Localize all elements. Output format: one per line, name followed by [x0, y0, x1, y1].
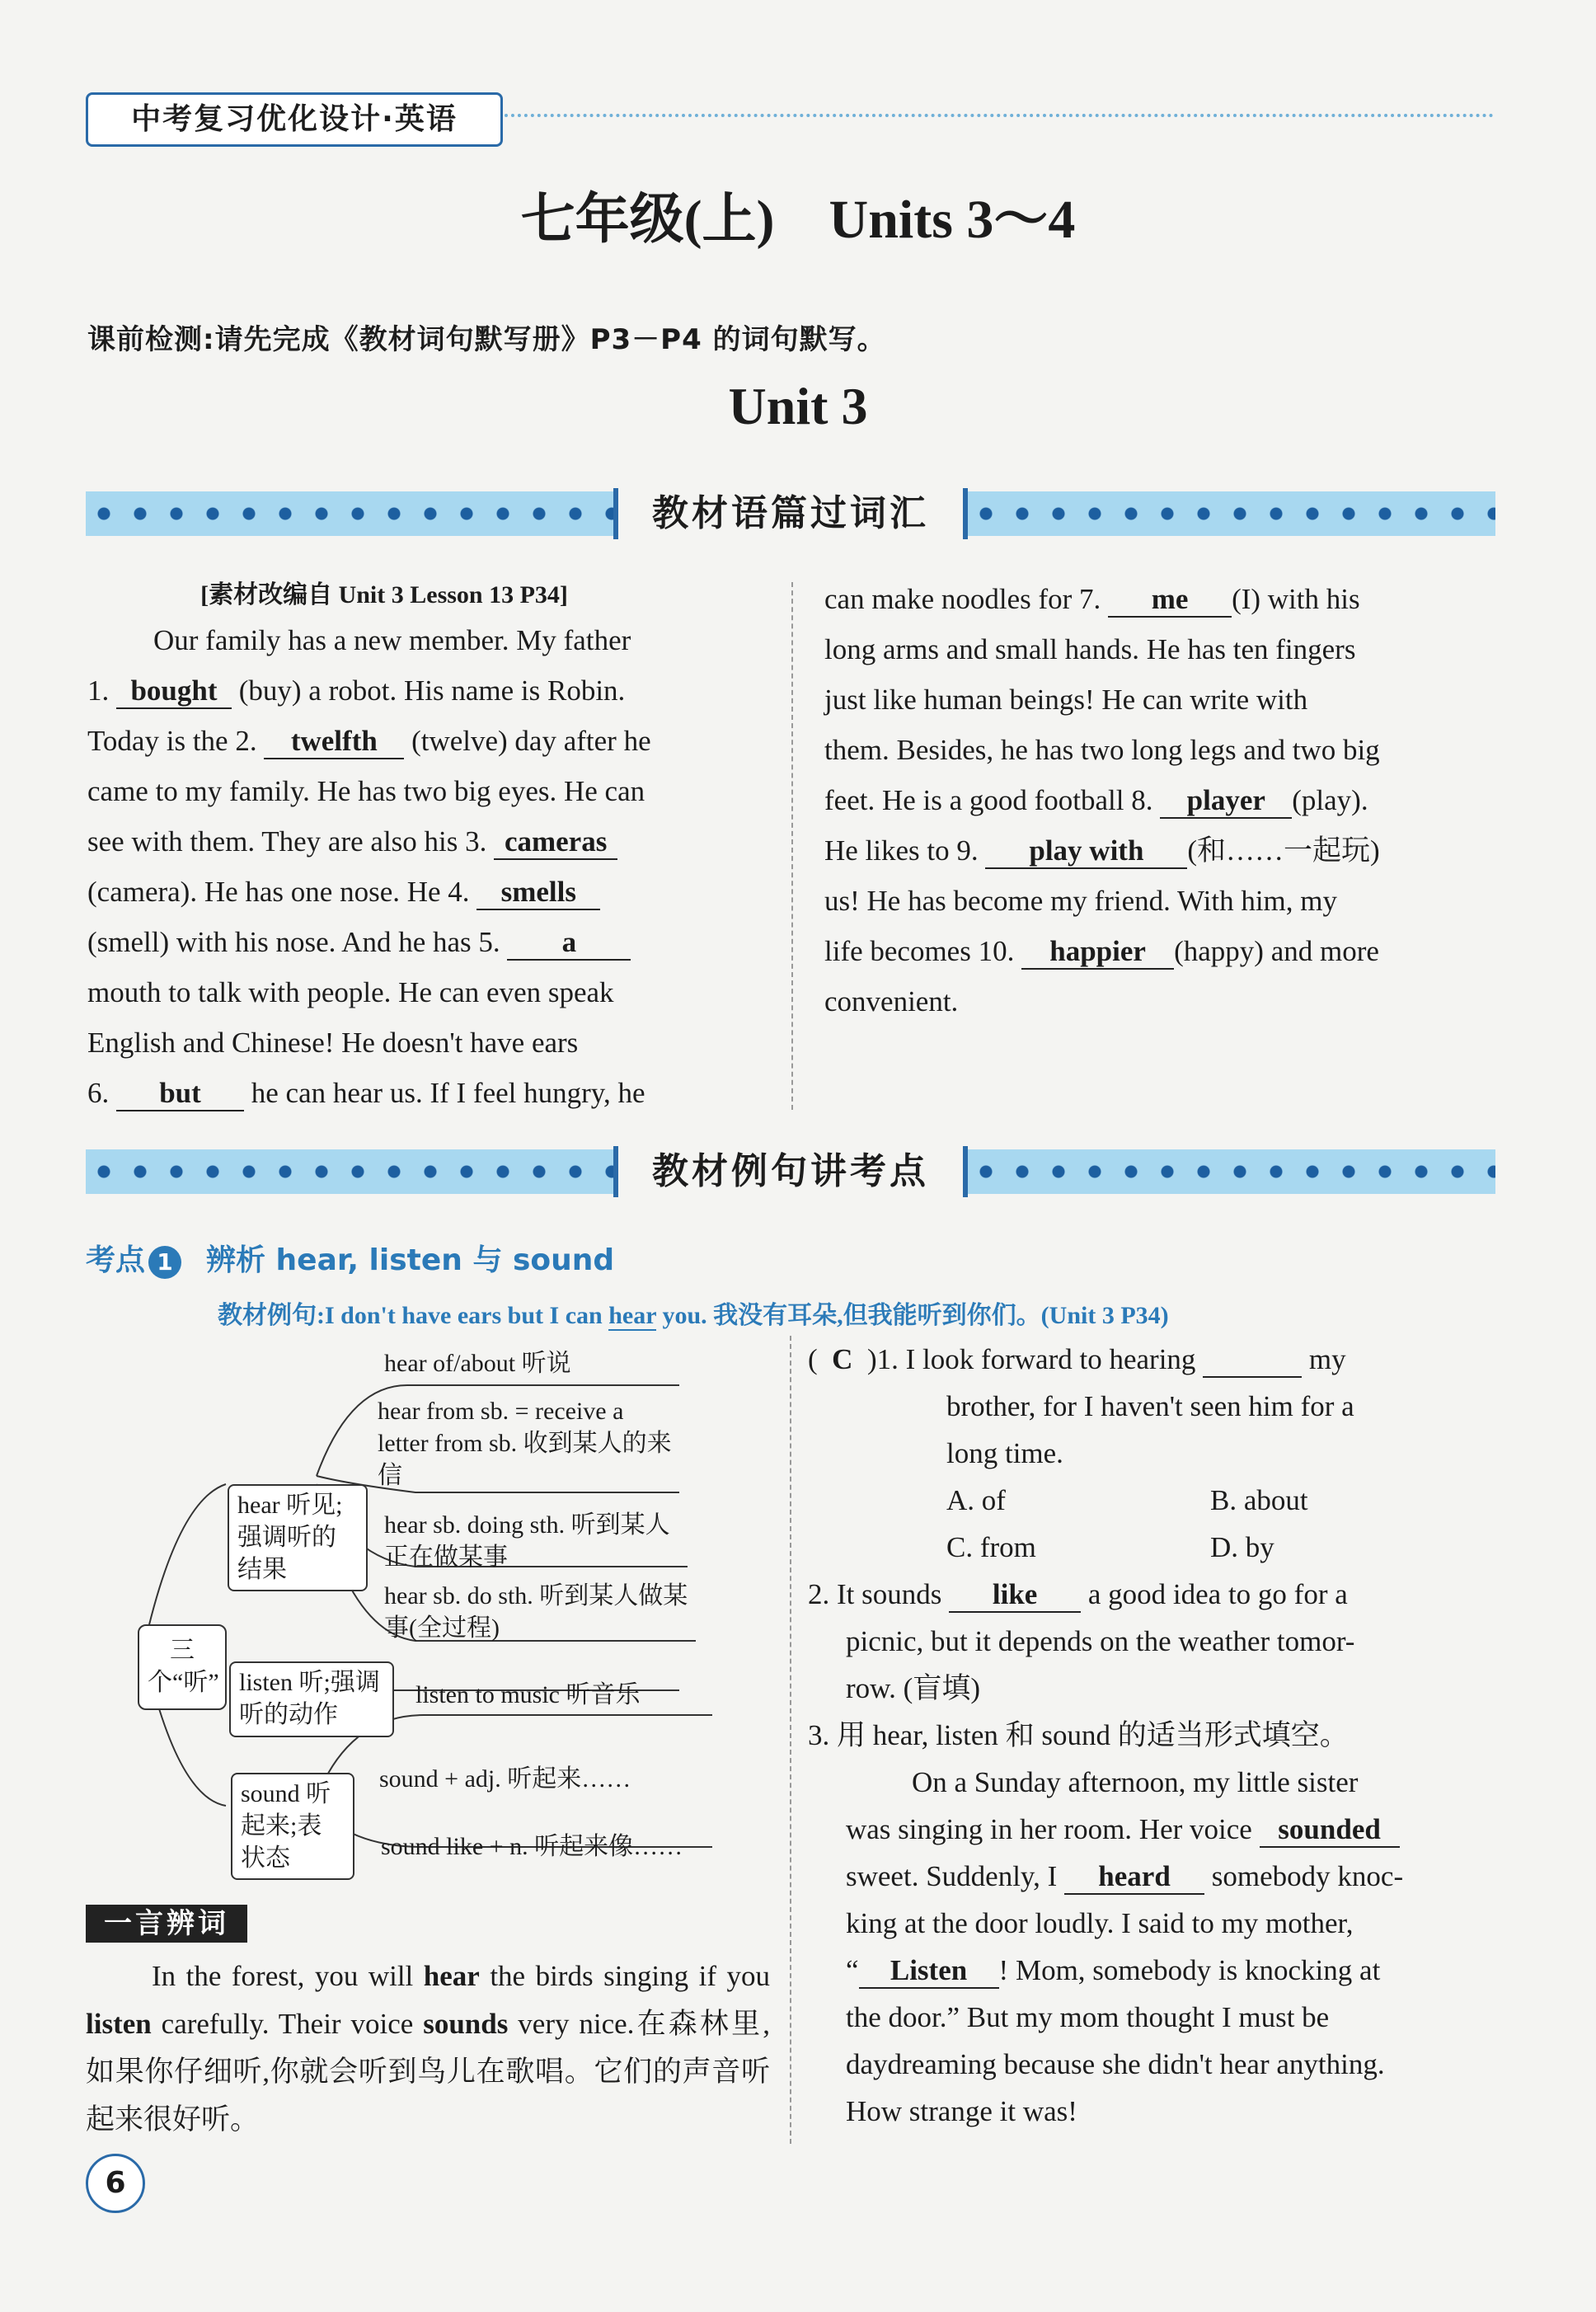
mindmap-listen-to: listen to music 听音乐 — [415, 1681, 641, 1708]
mindmap-sound-adj: sound + adj. 听起来…… — [379, 1765, 631, 1793]
passage-line: 1. bought (buy) a robot. His name is Robin. — [87, 665, 757, 716]
column-divider — [791, 582, 793, 1110]
passage-line: just like human beings! He can write with — [824, 684, 1308, 716]
option-c: C. from — [946, 1531, 1036, 1563]
passage-line: can make noodles for 7. me (I) with his — [824, 574, 1494, 624]
answer-blank-2: twelfth — [264, 725, 404, 759]
header-dotted-rule — [505, 114, 1494, 117]
key-point-label: 考点 — [86, 1243, 146, 1277]
exercise-block — [808, 1336, 1495, 2135]
q3-line: “ Listen ! Mom, somebody is knocking at — [808, 1947, 1495, 1994]
passage-line: 6. but he can hear us. If I feel hungry, he — [87, 1068, 757, 1118]
yiyan-label: 一言辨词 — [86, 1905, 247, 1943]
book-title: 中考复习优化设计·英语 — [131, 102, 458, 136]
banner-dots-right — [968, 491, 1495, 536]
unit-title: Unit 3 — [728, 377, 868, 435]
answer-blank-3: cameras — [494, 825, 617, 860]
q3-line: sweet. Suddenly, I heard somebody knoc- — [808, 1853, 1495, 1900]
answer-blank-1: bought — [116, 674, 232, 709]
option-d: D. by — [1210, 1531, 1274, 1563]
section-banner-examples — [86, 1149, 1495, 1194]
passage-line: came to my family. He has two big eyes. He can — [87, 775, 645, 807]
passage-line: Our family has a new member. My father — [153, 624, 631, 656]
option-a: A. of — [946, 1484, 1006, 1516]
banner-dots-left — [86, 491, 613, 536]
page-title: 七年级(上) Units 3～4 — [520, 190, 1076, 250]
column-divider — [790, 1336, 791, 2144]
banner-dots-left — [86, 1149, 613, 1194]
answer-blank-10: happier — [1021, 935, 1174, 970]
answer-blank-7: me — [1108, 583, 1232, 618]
mindmap-sound-box: sound 听起来;表状态 — [231, 1773, 354, 1880]
q3-line: How strange it was! — [846, 2095, 1077, 2127]
passage-line: see with them. They are also his 3. cameras — [87, 816, 757, 867]
banner-label: 教材例句讲考点 — [613, 1146, 968, 1197]
q1-line: long time. — [946, 1437, 1063, 1469]
key-point-number: 1 — [148, 1246, 181, 1279]
passage-line: long arms and small hands. He has ten fingers — [824, 633, 1356, 665]
passage-line: us! He has become my friend. With him, my — [824, 885, 1337, 917]
passage-source: [素材改编自 Unit 3 Lesson 13 P34] — [200, 581, 568, 609]
answer-blank-4: smells — [476, 876, 600, 910]
mindmap-hear-box: hear 听见;强调听的结果 — [228, 1484, 368, 1591]
page-number: 6 — [86, 2154, 145, 2213]
pretest-instruction: 课前检测:请先完成《教材词句默写册》P3－P4 的词句默写。 — [87, 323, 886, 356]
option-b: B. about — [1210, 1484, 1308, 1516]
answer-blank-6: but — [116, 1077, 244, 1111]
q2-line: 2. It sounds like a good idea to go for a — [808, 1571, 1495, 1618]
passage-left-column — [87, 574, 757, 1118]
banner-label: 教材语篇过词汇 — [613, 488, 968, 539]
passage-line: mouth to talk with people. He can even speak — [87, 976, 614, 1008]
q3-line: daydreaming because she didn't hear anything. — [846, 2048, 1385, 2080]
mindmap-hear-do: hear sb. do sth. 听到某人做某事(全过程) — [384, 1582, 688, 1642]
answer-blank-9: play with — [985, 834, 1187, 869]
key-point-heading — [86, 1237, 614, 1279]
passage-line: He likes to 9. play with (和……一起玩) — [824, 825, 1494, 876]
q3-title: 3. 用 hear, listen 和 sound 的适当形式填空。 — [808, 1719, 1349, 1751]
q1-options — [808, 1524, 1495, 1571]
q3-blank-1: sounded — [1260, 1813, 1400, 1848]
q1-options — [808, 1477, 1495, 1524]
q1-line: brother, for I haven't seen him for a — [946, 1390, 1354, 1422]
passage-line: Today is the 2. twelfth (twelve) day after he — [87, 716, 757, 766]
q1-blank — [1203, 1343, 1302, 1378]
mindmap-hear-doing: hear sb. doing sth. 听到某人正在做某事 — [384, 1511, 670, 1571]
q2-blank: like — [949, 1578, 1081, 1613]
passage-line: English and Chinese! He doesn't have ears — [87, 1027, 579, 1059]
book-title-box — [86, 92, 503, 147]
q1-line: ( C )1. I look forward to hearing my — [808, 1336, 1495, 1383]
banner-dots-right — [968, 1149, 1495, 1194]
textbook-example: 教材例句:I don't have ears but I can hear you. 我没有耳朵,但我能听到你们。(Unit 3 P34) — [218, 1302, 1169, 1329]
q3-line: was singing in her room. Her voice sounded — [808, 1806, 1495, 1853]
mindmap-sound-like: sound like + n. 听起来像…… — [381, 1833, 683, 1860]
passage-right-column — [824, 574, 1494, 1027]
passage-line: convenient. — [824, 985, 959, 1017]
mindmap-center: 三个“听” — [138, 1624, 227, 1710]
mindmap-hear-from: hear from sb. = receive a letter from sb. 收到某人的来信 — [378, 1398, 672, 1489]
mindmap-listen-box: listen 听;强调听的动作 — [229, 1661, 394, 1737]
passage-line: them. Besides, he has two long legs and two big — [824, 734, 1380, 766]
passage-line: life becomes 10. happier (happy) and more — [824, 926, 1494, 976]
q3-line: king at the door loudly. I said to my mother, — [846, 1907, 1354, 1939]
answer-blank-8: player — [1160, 784, 1292, 819]
q2-line: row. (盲填) — [846, 1672, 980, 1704]
example-hear: hear — [608, 1302, 656, 1329]
section-banner-vocabulary — [86, 491, 1495, 536]
passage-line: (camera). He has one nose. He 4. smells — [87, 867, 757, 917]
q3-blank-2: heard — [1064, 1860, 1204, 1895]
key-point-title: 辨析 hear, listen 与 sound — [206, 1243, 615, 1277]
mindmap-hear-of: hear of/about 听说 — [384, 1350, 571, 1377]
yiyan-text: In the forest, you will hear the birds singing if you listen carefully. Their voice sounds very nice.在森林里,如果你仔细听,你就会听到鸟儿在歌唱。它们的声音听起来很好听。 — [86, 1960, 771, 2136]
passage-line: (smell) with his nose. And he has 5. a — [87, 917, 757, 967]
q3-blank-3: Listen — [859, 1954, 999, 1989]
q1-answer: C — [832, 1343, 853, 1375]
q3-line: On a Sunday afternoon, my little sister — [912, 1766, 1359, 1798]
answer-blank-5: a — [507, 926, 631, 961]
q3-line: the door.” But my mom thought I must be — [846, 2001, 1330, 2033]
passage-line: feet. He is a good football 8. player (play). — [824, 775, 1494, 825]
q2-line: picnic, but it depends on the weather tomor- — [846, 1625, 1355, 1657]
